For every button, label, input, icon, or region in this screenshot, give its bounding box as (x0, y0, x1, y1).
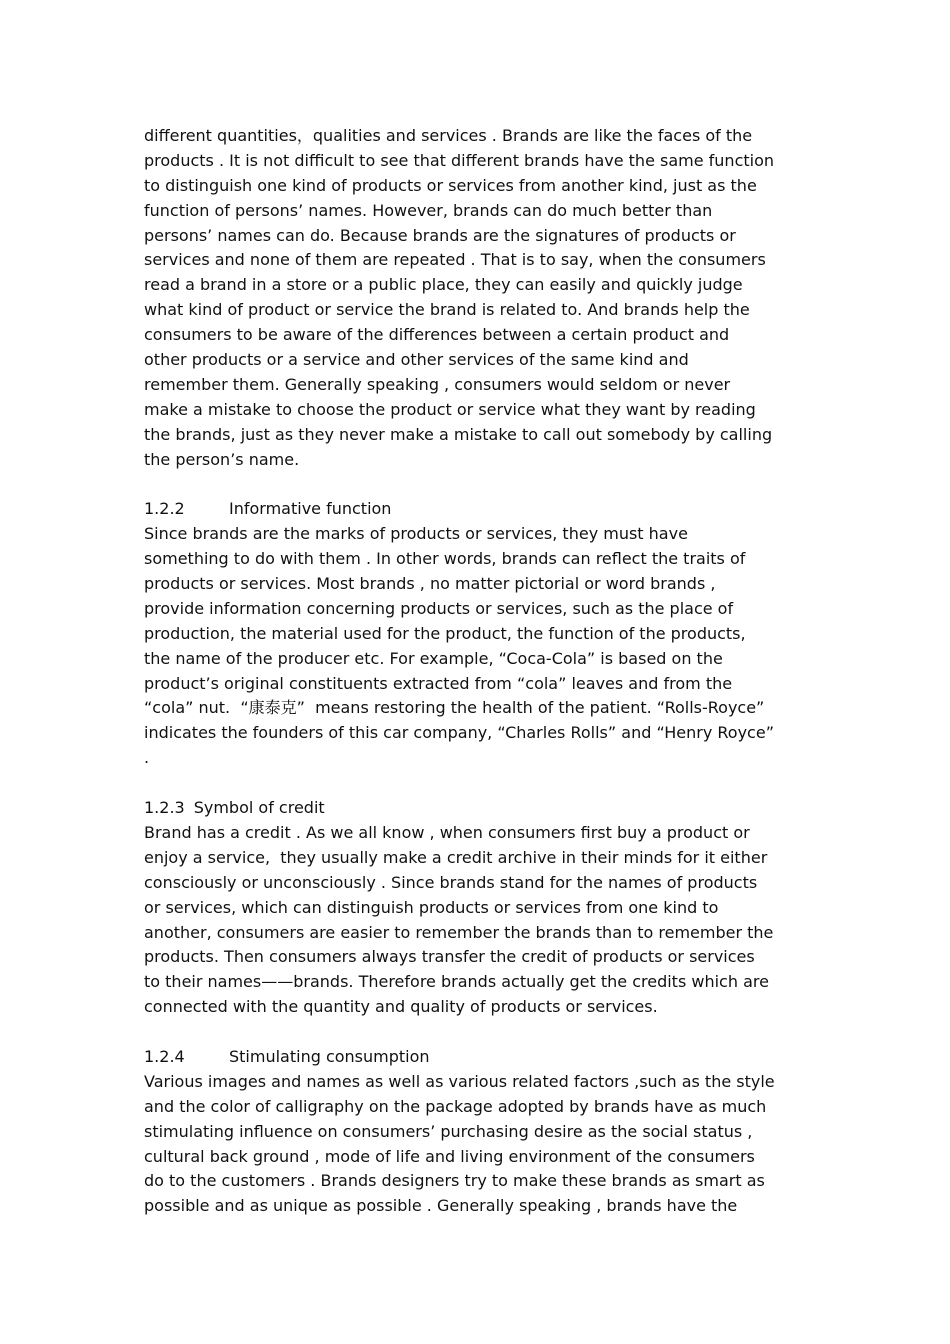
text-line: the brands, just as they never make a mistake to call out somebody by calling (144, 424, 773, 444)
text-line: products or services. Most brands , no matter pictorial or word brands , (144, 574, 716, 594)
text-line: and the color of calligraphy on the package adopted by brands have as much (144, 1096, 767, 1116)
text-line: what kind of product or service the brand is related to. And brands help the (144, 300, 750, 320)
text-line: the person’s name. (144, 449, 300, 469)
text-line: something to do with them . In other words, brands can reflect the traits of (144, 549, 746, 569)
section-heading (144, 1045, 814, 1070)
text-line: persons’ names can do. Because brands are the signatures of products or (144, 225, 736, 245)
section-symbol-of-credit (144, 796, 814, 1020)
text-line: possible and as unique as possible . Generally speaking , brands have the (144, 1196, 738, 1216)
text-line: consumers to be aware of the differences between a certain product and (144, 325, 730, 345)
text-line: Brand has a credit . As we all know , when consumers first buy a product or (144, 822, 750, 842)
text-line: different quantities，qualities and services . Brands are like the faces of the (144, 126, 753, 145)
section-stimulating-consumption (144, 1045, 814, 1219)
text-line: production, the material used for the product, the function of the products, (144, 623, 746, 643)
text-line: read a brand in a store or a public place, they can easily and quickly judge (144, 275, 743, 295)
paragraph-spacer (144, 1020, 814, 1045)
text-line: other products or a service and other services of the same kind and (144, 350, 689, 370)
section-informative-function (144, 497, 814, 771)
text-line: . (144, 748, 150, 768)
text-line: Since brands are the marks of products or services, they must have (144, 524, 688, 544)
text-line: enjoy a service, they usually make a credit archive in their minds for it either (144, 847, 768, 867)
text-line: cultural back ground , mode of life and living environment of the consumers (144, 1146, 755, 1166)
section-title: Symbol of credit (193, 798, 325, 818)
intro-paragraph (144, 124, 814, 472)
text-line: make a mistake to choose the product or service what they want by reading (144, 399, 756, 419)
text-line: “cola” nut. “康泰克” means restoring the health of the patient. “Rolls-Royce” (144, 698, 765, 718)
section-title: Informative function (229, 499, 392, 519)
text-line: connected with the quantity and quality of products or services. (144, 997, 658, 1017)
text-line: products . It is not difficult to see that different brands have the same function (144, 150, 775, 170)
section-number: 1.2.3 (144, 798, 185, 818)
text-line: provide information concerning products or services, such as the place of (144, 598, 734, 618)
text-line: services and none of them are repeated . That is to say, when the consumers (144, 250, 766, 270)
section-number: 1.2.2 (144, 499, 185, 519)
section-heading (144, 497, 814, 522)
text-line: consciously or unconsciously . Since brands stand for the names of products (144, 872, 758, 892)
text-line: to their names——brands. Therefore brands actually get the credits which are (144, 972, 769, 992)
text-line: indicates the founders of this car company, “Charles Rolls” and “Henry Royce” (144, 723, 774, 743)
text-line: product’s original constituents extracted from “cola” leaves and from the (144, 673, 733, 693)
text-line: do to the customers . Brands designers try to make these brands as smart as (144, 1171, 765, 1191)
text-line: or services, which can distinguish products or services from one kind to (144, 897, 719, 917)
text-line: to distinguish one kind of products or services from another kind, just as the (144, 175, 757, 195)
section-heading (144, 796, 814, 821)
paragraph-spacer (144, 472, 814, 497)
section-title: Stimulating consumption (229, 1046, 430, 1066)
text-line: another, consumers are easier to remember the brands than to remember the (144, 922, 774, 942)
paragraph-spacer (144, 771, 814, 796)
document-page (144, 124, 814, 1219)
text-line: remember them. Generally speaking , consumers would seldom or never (144, 374, 731, 394)
text-line: stimulating influence on consumers’ purchasing desire as the social status , (144, 1121, 753, 1141)
text-line: Various images and names as well as various related factors ,such as the style (144, 1071, 775, 1091)
text-line: function of persons’ names. However, brands can do much better than (144, 200, 713, 220)
section-number: 1.2.4 (144, 1046, 185, 1066)
text-line: the name of the producer etc. For example, “Coca-Cola” is based on the (144, 648, 723, 668)
text-line: products. Then consumers always transfer the credit of products or services (144, 947, 755, 967)
